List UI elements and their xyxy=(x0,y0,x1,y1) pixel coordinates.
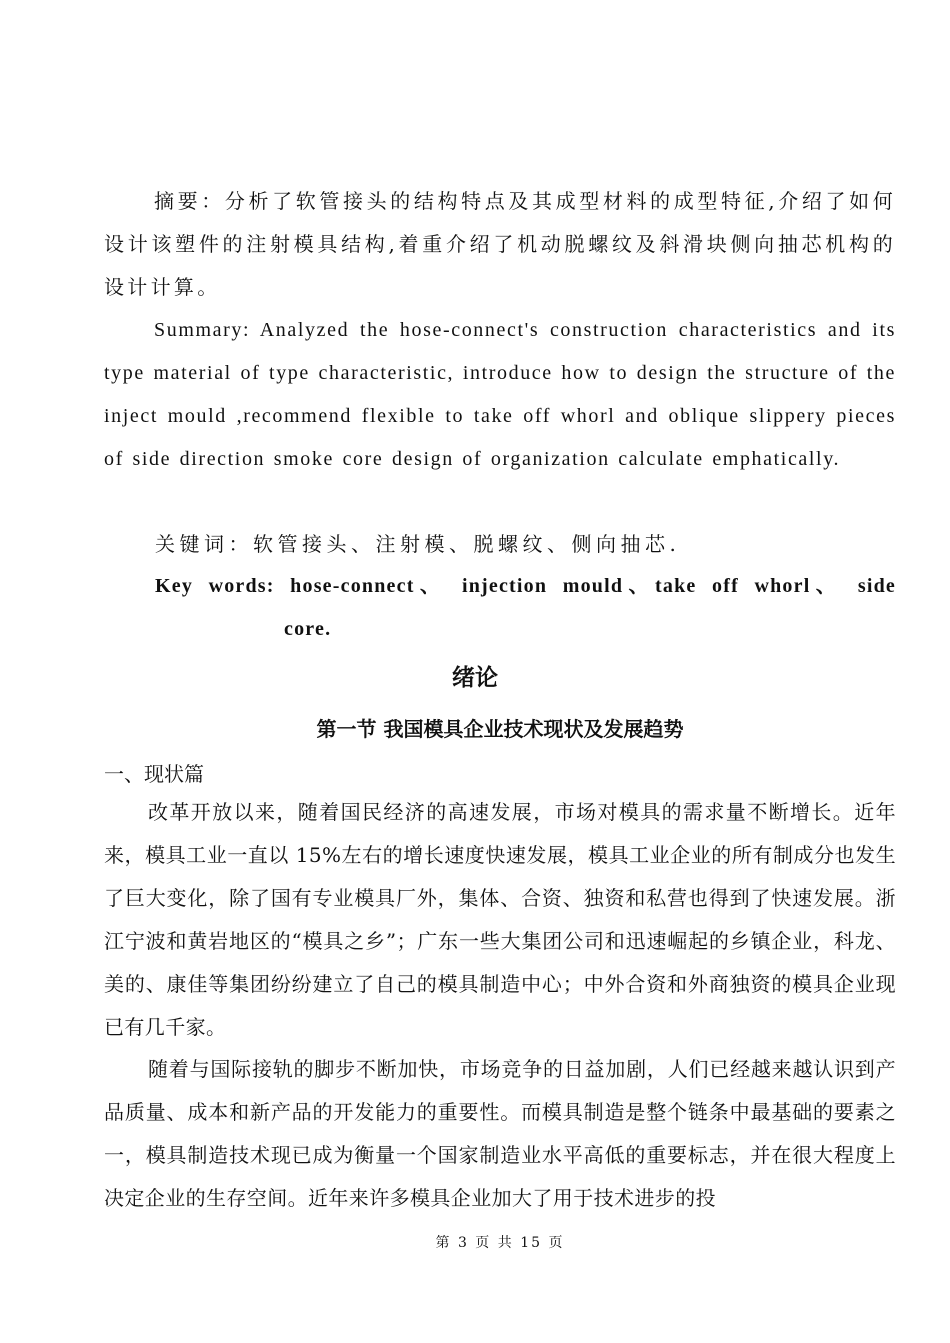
section-title: 第一节 我国模具企业技术现状及发展趋势 xyxy=(316,717,684,741)
body-paragraph-2: 随着与国际接轨的脚步不断加快，市场竞争的日益加剧，人们已经越来越认识到产品质量、成本和新产品的开发能力的重要性。而模具制造是整个链条中最基础的要素之一，模具制造技术现已成为衡量一个国家制造业水平高低的重要标志，并在很大程度上决定企业的生存空间。近年来许多模具企业加大了用于技术进步的投 xyxy=(104,1057,896,1210)
keywords-en-line1: Key words: hose-connect、 injection mould、take off whorl、 side xyxy=(155,575,896,597)
abstract-cn: 摘要：分析了软管接头的结构特点及其成型材料的成型特征,介绍了如何设计该塑件的注射模具结构,着重介绍了机动脱螺纹及斜滑块侧向抽芯机构的设计计算。 xyxy=(104,189,896,299)
sub-heading: 一、现状篇 xyxy=(104,762,204,786)
page-footer: 第 3 页 共 15 页 xyxy=(435,1235,565,1251)
abstract-en: Summary: Analyzed the hose-connect's construction characteristics and its type material of type characteristic, introduce how to design the structure of the inject mould ,recommend flexible to take off whorl and oblique slippery pieces of side direction smoke core design of organization calculate emphatically. xyxy=(104,319,896,470)
keywords-cn: 关键词：软管接头、注射模、脱螺纹、侧向抽芯. xyxy=(155,532,681,556)
keywords-en-line2: core. xyxy=(284,618,332,640)
body-paragraph-1: 改革开放以来，随着国民经济的高速发展，市场对模具的需求量不断增长。近年来，模具工业一直以 15%左右的增长速度快速发展，模具工业企业的所有制成分也发生了巨大变化，除了国有专业模具厂外，集体、合资、独资和私营也得到了快速发展。浙江宁波和黄岩地区的“模具之乡”；广东一些大集团公司和迅速崛起的乡镇企业，科龙、美的、康佳等集团纷纷建立了自己的模具制造中心；中外合资和外商独资的模具企业现已有几千家。 xyxy=(104,800,896,1039)
chapter-title: 绪论 xyxy=(452,664,498,691)
